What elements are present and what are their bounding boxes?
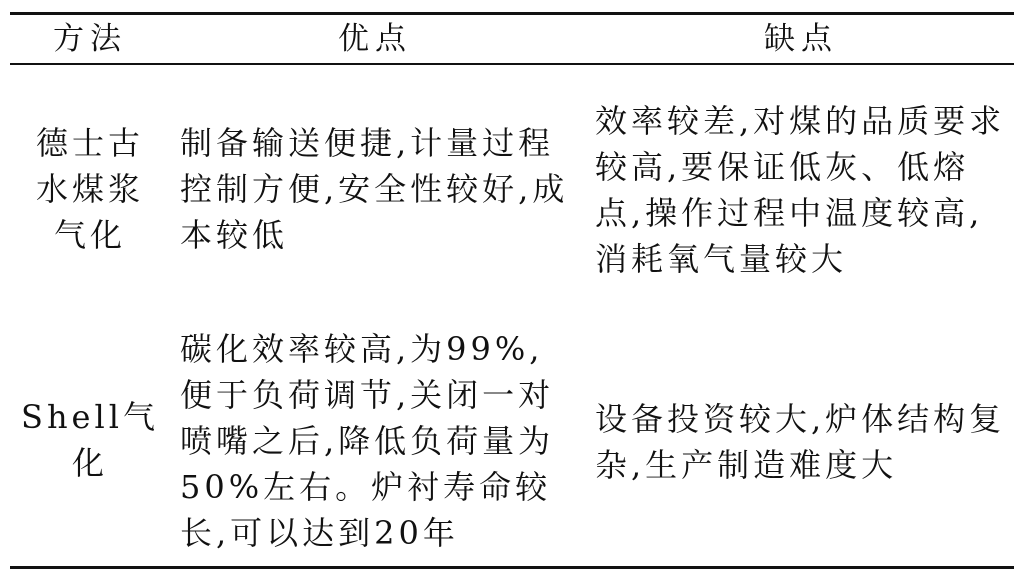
row-1-disadvantages: 效率较差,对煤的品质要求较高,要保证低灰、低熔点,操作过程中温度较高,消耗氧气量较大 [595,102,1006,278]
row-2-method: Shell气化 [21,398,159,482]
bottom-rule [10,566,1014,569]
row-2-disadvantages: 设备投资较大,炉体结构复杂,生产制造难度大 [595,400,1006,484]
header-disadvantages: 缺点 [764,21,838,57]
top-rule [10,12,1014,15]
header-advantages: 优点 [338,21,412,57]
header-rule [10,63,1014,65]
row-1-advantages: 制备输送便捷,计量过程控制方便,安全性较好,成本较低 [180,124,569,254]
row-2-advantages: 碳化效率较高,为99%,便于负荷调节,关闭一对喷嘴之后,降低负荷量为50%左右。炉衬寿命较长,可以达到20年 [180,330,555,552]
header-method: 方法 [53,21,127,57]
row-1-method: 德士古水煤浆气化 [35,124,144,254]
